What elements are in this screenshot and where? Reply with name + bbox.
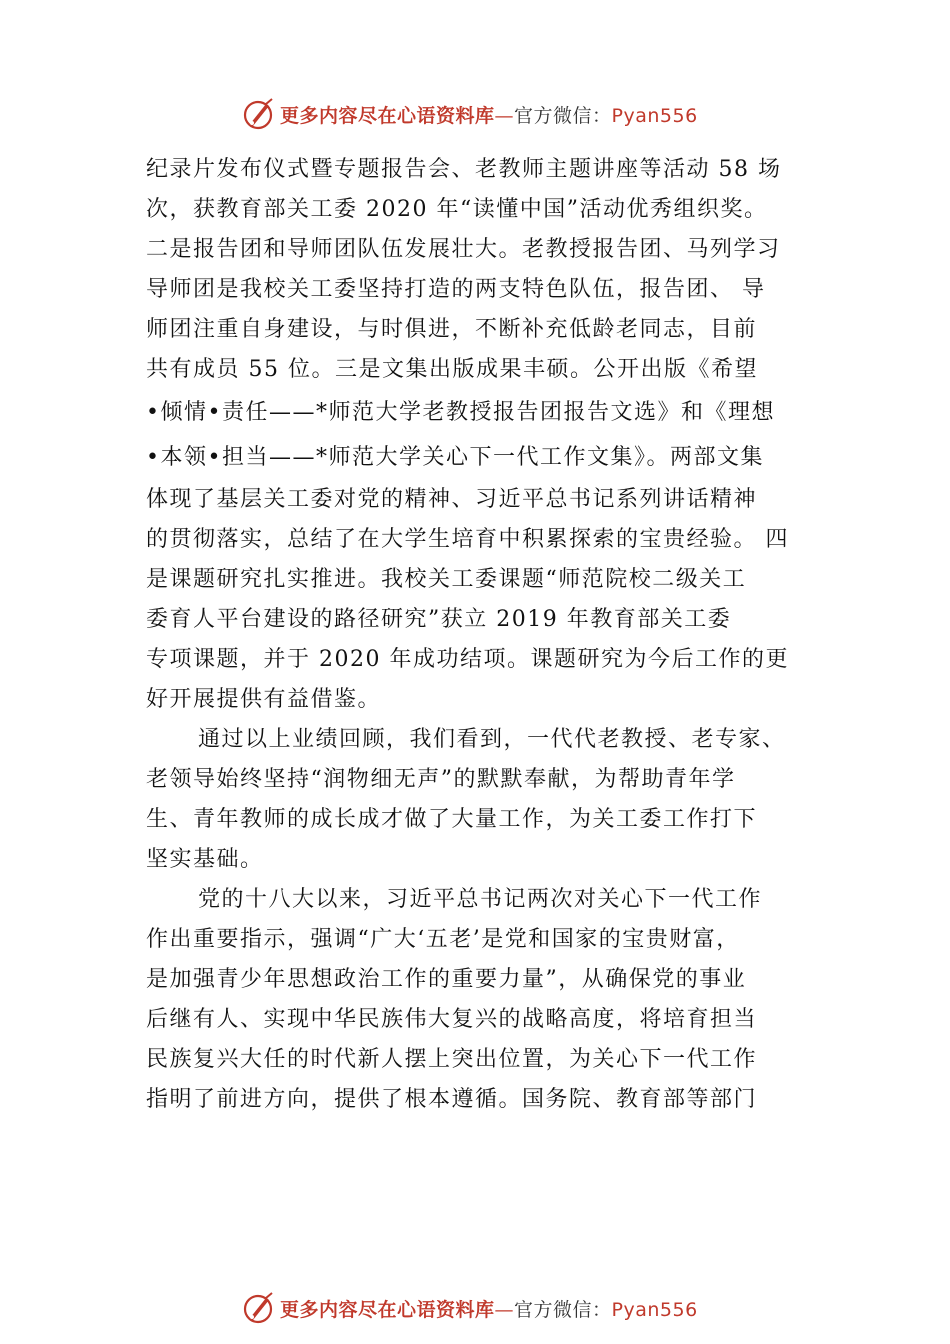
body-line: 老领导始终坚持“润物细无声”的默默奉献，为帮助青年学 (146, 767, 736, 792)
body-line: 生、青年教师的成长成才做了大量工作，为关工委工作打下 (146, 807, 758, 832)
body-line: 次，获教育部关工委 2020 年“读懂中国”活动优秀组织奖。 (146, 197, 768, 222)
body-line: 导师团是我校关工委坚持打造的两支特色队伍，报告团、 导 (146, 277, 766, 302)
header-banner (240, 94, 760, 134)
footer-banner-text: 更多内容尽在心语资料库—官方微信：Pyan556 (280, 1298, 698, 1321)
body-line: 民族复兴大任的时代新人摆上突出位置，为关心下一代工作 (146, 1047, 758, 1072)
body-line: 的贯彻落实，总结了在大学生培育中积累探索的宝贵经验。 四 (146, 527, 789, 552)
quill-pen-logo-icon (240, 1290, 276, 1326)
body-line: •本领•担当——*师范大学关心下一代工作文集》。两部文集 (146, 445, 764, 470)
paragraph-first-line: 党的十八大以来，习近平总书记两次对关心下一代工作 (198, 887, 763, 912)
quill-pen-logo-icon (240, 96, 276, 132)
footer-banner (240, 1288, 760, 1328)
body-line: 是加强青少年思想政治工作的重要力量”，从确保党的事业 (146, 967, 747, 992)
document-body (146, 150, 810, 1120)
body-line: 二是报告团和导师团队伍发展壮大。老教授报告团、马列学习 (146, 237, 781, 262)
body-line: 坚实基础。 (146, 847, 264, 872)
body-line: 纪录片发布仪式暨专题报告会、老教师主题讲座等活动 58 场 (146, 157, 782, 182)
body-line: 指明了前进方向，提供了根本遵循。国务院、教育部等部门 (146, 1087, 758, 1112)
body-line: •倾情•责任——*师范大学老教授报告团报告文选》和《理想 (146, 400, 775, 425)
body-line: 委育人平台建设的路径研究”获立 2019 年教育部关工委 (146, 607, 732, 632)
body-line: 专项课题，并于 2020 年成功结项。课题研究为今后工作的更 (146, 647, 789, 672)
header-banner-text: 更多内容尽在心语资料库—官方微信：Pyan556 (280, 104, 698, 127)
body-line: 是课题研究扎实推进。我校关工委课题“师范院校二级关工 (146, 567, 747, 592)
paragraph-first-line: 通过以上业绩回顾，我们看到，一代代老教授、老专家、 (198, 727, 786, 752)
body-line: 后继有人、实现中华民族伟大复兴的战略高度，将培育担当 (146, 1007, 758, 1032)
body-line: 作出重要指示，强调“广大‘五老’是党和国家的宝贵财富， (146, 927, 740, 952)
body-line: 共有成员 55 位。三是文集出版成果丰硕。公开出版《希望 (146, 357, 758, 382)
body-line: 体现了基层关工委对党的精神、习近平总书记系列讲话精神 (146, 487, 758, 512)
body-line: 师团注重自身建设，与时俱进，不断补充低龄老同志，目前 (146, 317, 758, 342)
body-line: 好开展提供有益借鉴。 (146, 687, 382, 712)
